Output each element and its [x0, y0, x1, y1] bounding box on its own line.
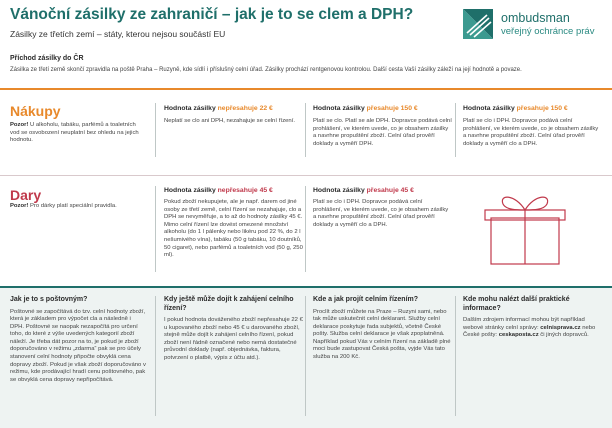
logo-subtitle: veřejný ochránce práv [501, 26, 595, 37]
faq-divider [0, 286, 612, 288]
dary-col-2-text: Platí se clo i DPH. Dopravce podává celní prohlášení, ve kterém uvede, co je obsahem zásilky a navrhne propuštění zboží. Celní úřad prověří doklady a vyměří clo a DPH. [313, 199, 449, 228]
faq-item [10, 296, 146, 384]
arrival-text: Zásilka ze třetí země skončí zpravidla na poště Praha – Ruzyně, kde sídlí i příslušný celní úřad. Zásilky prochází rentgenovou kontrolou. Další cesta Vaší zásilky záleží na její hodnotě a povaze. [10, 67, 522, 73]
celnisprava-link[interactable]: celnisprava.cz [540, 324, 581, 331]
ombudsman-logo [461, 7, 601, 43]
dary-note-text: Pro dárky platí speciální pravidla. [29, 203, 117, 209]
nakupy-col-3-heading: Hodnota zásilky přesahuje 150 € [463, 105, 568, 112]
nakupy-note-label: Pozor! [10, 122, 29, 128]
nakupy-col-2-text: Platí se clo. Platí se ale DPH. Dopravce podává celní prohlášení, ve kterém uvede, co je obsahem zásilky a navrhne propuštění zboží. Celní úřad prověří doklady a vyměří DPH. [313, 118, 452, 147]
faq-question: Jak je to s poštovným? [10, 296, 88, 303]
page-title: Vánoční zásilky ze zahraničí – jak je to se clem a DPH? [10, 6, 414, 23]
dary-title: Dary [10, 187, 42, 203]
faq-question: Kde a jak projít celním řízením? [313, 296, 419, 303]
nakupy-note [10, 122, 140, 145]
faq-question: Kde mohu nalézt další praktické informace? [463, 296, 570, 312]
gift-icon [455, 188, 595, 268]
arrival-heading: Příchod zásilky do ČR [10, 55, 84, 62]
column-divider [305, 103, 306, 157]
faq-item [463, 296, 603, 340]
dary-col-2-heading: Hodnota zásilky přesahuje 45 € [313, 187, 414, 194]
column-divider [155, 103, 156, 157]
faq-question: Kdy ještě může dojít k zahájení celního řízení? [164, 296, 294, 312]
nakupy-col-2-heading: Hodnota zásilky přesahuje 150 € [313, 105, 418, 112]
dary-col-1-heading: Hodnota zásilky nepřesahuje 45 € [164, 187, 273, 194]
nakupy-col-1-heading: Hodnota zásilky nepřesahuje 22 € [164, 105, 273, 112]
column-divider [305, 186, 306, 272]
column-divider [155, 296, 156, 416]
nakupy-col-2 [313, 105, 453, 148]
faq-item [164, 296, 304, 363]
ceskaposta-link[interactable]: ceskaposta.cz [498, 332, 539, 339]
faq-answer: Proclít zboží můžete na Praze – Ruzyni sami, nebo tak může uskutečnit celní deklarant. Služby celní deklarace poskytuje řada subjektů, včetně České pošty. Služba celní deklarace je však zpoplatněná. Například pokud Vás v celním řízení na základě plné moci bude zastupovat Česká pošta, vyjde Vás tato služba na 200 Kč. [313, 308, 451, 361]
dary-col-1 [164, 187, 304, 260]
dary-note-label: Pozor! [10, 203, 29, 209]
dary-divider [0, 175, 612, 176]
faq-answer: Poštovné se započítává do tzv. celní hodnoty zboží, která je základem pro výpočet cla a následně i DPH. Poštovné se naopak nezapočítá pro určení toho, do které z výše uvedených kategorií zboží náleží. Je třeba dát pozor na to, je pokud je zboží doporučováno v režimu „zdarma“ pak se pro účely stanovení celní hodnoty připočte obvyklá cena dopravy zboží. Pokud je však zboží doporučováno v režimu, kde prodávající hradí cenu poštovného, pak se obvyklá cena dopravy nepřipočítává. [10, 308, 146, 383]
nakupy-note-text: U alkoholu, tabáku, parfémů a toaletních vod se osvobození neuplatní bez ohledu na jejich hodnotu. [10, 122, 139, 144]
dary-col-1-text: Pokud zboží nekupujete, ale je např. darem od jiné osoby ze třetí země, celní řízení se nezahajuje, clo a DPH se nevyměřuje, a to až do hodnoty zásilky 45 €. Mimo celní řízení lze dovést omezené množství alkoholu (do 1 l pálenky nebo likéru pod 22 %, do 2 l nešumivého vína), tabáku (50 g tabáku, 10 doutníků, 50 cigaret), nebo parfémů a toaletních vod (50 g, 250 ml). [164, 199, 303, 259]
logo-name: ombudsman [501, 11, 570, 25]
ombudsman-mark-icon [461, 7, 495, 41]
faq-item [313, 296, 453, 362]
nakupy-col-3-text: Platí se clo i DPH. Dopravce podává celní prohlášení, ve kterém uvede, co je obsahem zásilky a navrhne propuštění zboží. Celní úřad prověří doklady a vyměří clo a DPH. [463, 118, 599, 147]
nakupy-col-1-text: Neplatí se clo ani DPH, nezahajuje se celní řízení. [164, 118, 295, 124]
nakupy-col-1 [164, 105, 304, 126]
column-divider [455, 103, 456, 157]
faq-answer: Dalším zdrojem informací mohou být například webové stránky celní správy: celnisprava.cz nebo České pošty: ceskaposta.cz či jiných dopravců. [463, 317, 596, 339]
faq-answer: I pokud hodnota dováženého zboží nepřesahuje 22 € u kupovaného zboží nebo 45 € u darovaného zboží, stejně může dojít k zahájení celního řízení, pokud zboží není řádně označené nebo nemá dostatečné průvodní doklady (např. objednávka, faktura, potvrzení o platbě, výpis z účtu atd.). [164, 317, 303, 361]
column-divider [155, 186, 156, 272]
nakupy-title: Nákupy [10, 103, 61, 119]
dary-col-2 [313, 187, 453, 229]
nakupy-divider [0, 88, 612, 90]
nakupy-col-3 [463, 105, 603, 148]
page-subtitle: Zásilky ze třetích zemí – státy, kterou nejsou součástí EU [10, 29, 226, 39]
column-divider [305, 296, 306, 416]
dary-note [10, 203, 150, 211]
column-divider [455, 296, 456, 416]
